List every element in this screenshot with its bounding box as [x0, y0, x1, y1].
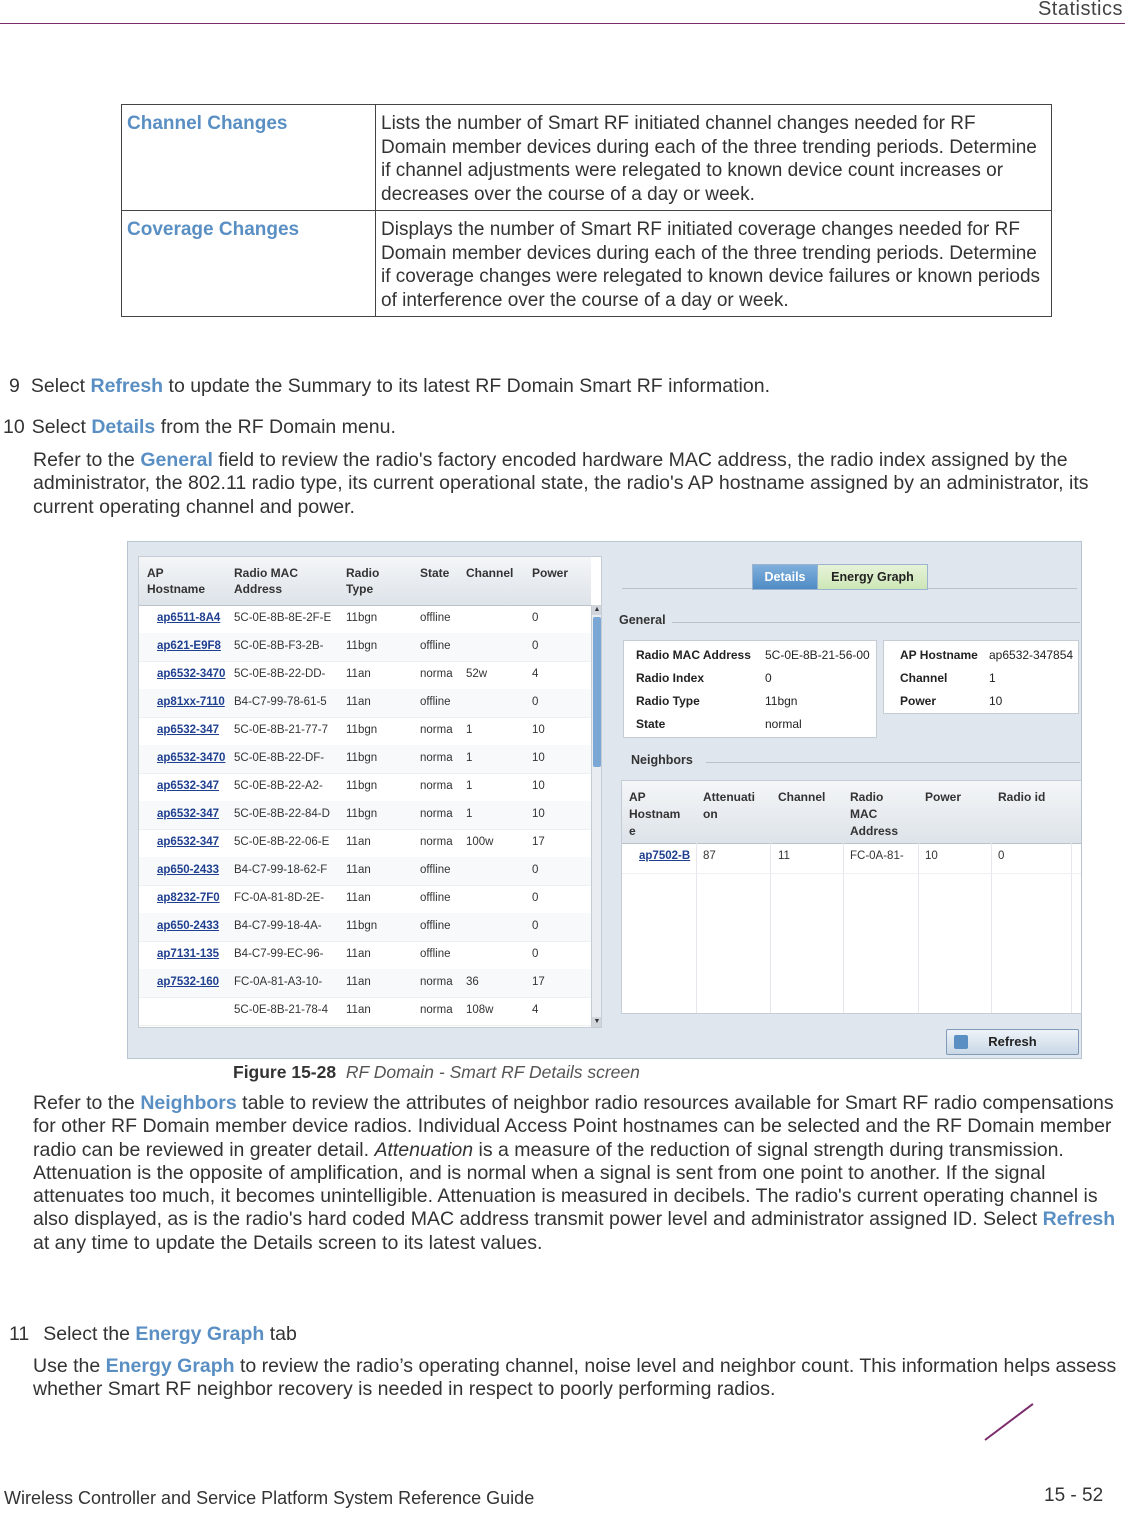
- radio-type-cell: 11an: [346, 976, 371, 988]
- state-cell: offline: [420, 864, 451, 876]
- ap-hostname-link[interactable]: ap6532-347: [157, 836, 220, 848]
- col-radio-id[interactable]: Radio id: [998, 790, 1046, 804]
- table-row[interactable]: [139, 633, 591, 662]
- table-row: [122, 211, 1052, 317]
- para-text: table to review the attributes of neighbor radio resources available for Smart RF radio compensations for other RF Domain member device radios. Individual Access Point hostnames can be selected and the RF Domain member radio can be reviewed in greater detail.: [33, 1092, 1114, 1161]
- header-rule: [0, 23, 1125, 24]
- refresh-keyword: Refresh: [1042, 1208, 1116, 1231]
- table-row[interactable]: [139, 857, 591, 886]
- ap-hostname-link[interactable]: ap6532-347: [157, 780, 220, 792]
- step-text: tab: [264, 1323, 297, 1345]
- radio-type-cell: 11bgn: [346, 920, 378, 932]
- col-state[interactable]: State: [420, 566, 450, 580]
- radio-mac-cell: B4-C7-99-78-61-5: [234, 696, 327, 708]
- radio-type-cell: 11an: [346, 948, 371, 960]
- channel-cell: 11: [778, 850, 790, 862]
- radio-type-value: 11bgn: [765, 694, 798, 708]
- power-cell: 10: [532, 780, 545, 792]
- ap-radio-grid: [138, 556, 602, 1028]
- ap-hostname-link[interactable]: ap650-2433: [157, 920, 220, 932]
- col-power[interactable]: Power: [925, 790, 962, 804]
- radio-mac-cell: 5C-0E-8B-22-06-E: [234, 836, 330, 848]
- state-cell: norma: [420, 780, 453, 792]
- radio-type-cell: 11an: [346, 668, 371, 680]
- col-ap-hostname[interactable]: AP Hostnam e: [629, 790, 681, 838]
- radio-mac-cell: B4-C7-99-18-62-F: [234, 864, 328, 876]
- ap-hostname-link[interactable]: ap6511-8A4: [157, 612, 221, 624]
- para-text: at any time to update the Details screen to its latest values.: [33, 1231, 543, 1254]
- table-row[interactable]: [139, 829, 591, 858]
- para-text: Refer to the: [33, 449, 141, 471]
- radio-type-cell: 11an: [346, 864, 371, 876]
- state-cell: norma: [420, 724, 453, 736]
- state-cell: offline: [420, 696, 451, 708]
- tab-energy-graph[interactable]: Energy Graph: [817, 564, 928, 590]
- neighbors-keyword: Neighbors: [140, 1092, 237, 1114]
- radio-type-cell: 11bgn: [346, 752, 378, 764]
- state-cell: offline: [420, 920, 451, 932]
- ap-hostname-link[interactable]: ap6532-3470: [157, 752, 226, 764]
- step-text: Select the: [43, 1323, 136, 1345]
- power-cell: 0: [532, 948, 539, 960]
- step-10: [3, 416, 396, 439]
- ap-hostname-link[interactable]: ap621-E9F8: [157, 640, 221, 652]
- state-cell: offline: [420, 892, 451, 904]
- label: AP Hostname: [900, 648, 978, 662]
- col-channel[interactable]: Channel: [778, 790, 826, 804]
- state-cell: norma: [420, 1004, 453, 1016]
- channel-cell: 36: [466, 976, 479, 988]
- step-9: [9, 375, 770, 398]
- col-radio-type[interactable]: Radio Type: [346, 566, 380, 596]
- power-cell: 17: [532, 836, 545, 848]
- mac-cell: FC-0A-81-: [850, 850, 904, 862]
- radio-type-cell: 11an: [346, 1004, 371, 1016]
- footer-guide-title: Wireless Controller and Service Platform System Reference Guide: [4, 1488, 535, 1508]
- general-left-box: [623, 640, 877, 738]
- label: Channel: [900, 671, 948, 685]
- page-number: 15 - 52: [1044, 1485, 1104, 1506]
- col-power[interactable]: Power: [532, 566, 569, 580]
- channel-cell: 1: [466, 808, 473, 820]
- group-rule: [672, 622, 1080, 623]
- table-row[interactable]: [622, 843, 1082, 874]
- label: Radio Type: [636, 694, 700, 708]
- para-text: to review the radio’s operating channel, noise level and neighbor count. This information helps assess whether Smart RF neighbor recovery is needed in respect to poorly performing radios.: [33, 1355, 1117, 1401]
- radio-mac-cell: FC-0A-81-A3-10-: [234, 976, 323, 988]
- radio-id-cell: 0: [998, 850, 1005, 862]
- radio-type-cell: 11bgn: [346, 808, 378, 820]
- ap-hostname-link[interactable]: ap7532-160: [157, 976, 220, 988]
- energy-paragraph: [33, 1355, 1123, 1402]
- power-cell: 10: [532, 724, 545, 736]
- state-cell: norma: [420, 668, 453, 680]
- radio-type-cell: 11bgn: [346, 640, 378, 652]
- footer-slash: [984, 1403, 1033, 1441]
- ap-hostname-value: ap6532-347854: [989, 648, 1074, 662]
- refresh-icon: [954, 1035, 968, 1049]
- radio-mac-value: 5C-0E-8B-21-56-00: [765, 648, 870, 662]
- para-text: field to review the radio's factory encoded hardware MAC address, the radio index assigned by the administrator, the 802.11 radio type, its current operational state, the radio's AP hostname assigned by an administrator, its current operating channel and power.: [33, 449, 1089, 518]
- label: Radio Index: [636, 671, 705, 685]
- power-cell: 0: [532, 892, 539, 904]
- channel-value: 1: [989, 671, 996, 685]
- radio-type-cell: 11an: [346, 892, 371, 904]
- power-cell: 0: [532, 696, 539, 708]
- radio-mac-cell: 5C-0E-8B-22-DF-: [234, 752, 325, 764]
- radio-mac-cell: 5C-0E-8B-F3-2B-: [234, 640, 324, 652]
- ap-hostname-link[interactable]: ap8232-7F0: [157, 892, 220, 904]
- ap-hostname-link[interactable]: ap6532-347: [157, 724, 220, 736]
- table-row[interactable]: [139, 661, 591, 690]
- grid-header: [622, 781, 1082, 844]
- col-ap-hostname[interactable]: AP Hostname: [147, 566, 206, 596]
- channel-cell: 1: [466, 780, 473, 792]
- table-row[interactable]: [139, 745, 591, 774]
- step-11: [9, 1323, 297, 1346]
- radio-mac-cell: 5C-0E-8B-22-DD-: [234, 668, 326, 680]
- general-group-label: General: [619, 613, 666, 627]
- group-rule: [706, 762, 1080, 763]
- state-cell: norma: [420, 836, 453, 848]
- channel-cell: 52w: [466, 668, 488, 680]
- details-keyword: Details: [91, 416, 156, 438]
- radio-mac-cell: 5C-0E-8B-22-A2-: [234, 780, 323, 792]
- channel-cell: 108w: [466, 1004, 494, 1016]
- channel-cell: 1: [466, 752, 473, 764]
- power-cell: 0: [532, 920, 539, 932]
- step-number: 9: [9, 375, 20, 397]
- channel-cell: 100w: [466, 836, 494, 848]
- radio-type-cell: 11bgn: [346, 612, 378, 624]
- state-cell: offline: [420, 948, 451, 960]
- radio-type-cell: 11bgn: [346, 724, 378, 736]
- radio-type-cell: 11bgn: [346, 780, 378, 792]
- para-text: Use the: [33, 1355, 106, 1377]
- step-text: from the RF Domain menu.: [155, 416, 396, 438]
- step-text: Select: [30, 375, 91, 397]
- general-paragraph: [33, 449, 1103, 519]
- neighbor-hostname-link[interactable]: ap7502-B: [639, 850, 691, 862]
- smart-rf-details-screenshot: [127, 541, 1082, 1059]
- table-row[interactable]: [139, 773, 591, 802]
- para-text: Refer to the: [33, 1092, 141, 1114]
- power-cell: 17: [532, 976, 545, 988]
- figure-label: Figure 15-28: [233, 1062, 337, 1082]
- tab-details[interactable]: Details: [752, 564, 818, 590]
- table-row[interactable]: [139, 941, 591, 970]
- power-value: 10: [989, 694, 1003, 708]
- ap-hostname-link[interactable]: ap650-2433: [157, 864, 220, 876]
- description-cell: Lists the number of Smart RF initiated channel changes needed for RF Domain member devices during each of the three trending periods. Determine if channel adjustments were relegated to known device count increases or decreases over the course of a day or week.: [376, 105, 1052, 211]
- attenuation-term: Attenuation: [374, 1138, 474, 1161]
- table-row[interactable]: [139, 605, 591, 634]
- power-cell: 0: [532, 640, 539, 652]
- description-cell: Displays the number of Smart RF initiated coverage changes needed for RF Domain member devices during each of the three trending periods. Determine if coverage changes were relegated to known device failures or known periods of interference over the course of a day or week.: [376, 211, 1052, 317]
- state-cell: norma: [420, 752, 453, 764]
- table-row: [122, 105, 1052, 211]
- col-attenuation[interactable]: Attenuati on: [703, 790, 755, 821]
- neighbors-grid: [621, 780, 1082, 1014]
- table-row[interactable]: [139, 689, 591, 718]
- radio-mac-cell: B4-C7-99-EC-96-: [234, 948, 324, 960]
- table-row[interactable]: [139, 885, 591, 914]
- radio-mac-cell: B4-C7-99-18-4A-: [234, 920, 322, 932]
- ap-hostname-link[interactable]: ap81xx-7110: [157, 696, 225, 708]
- refresh-button-label: Refresh: [988, 1034, 1037, 1049]
- power-cell: 10: [532, 808, 545, 820]
- col-channel[interactable]: Channel: [466, 566, 514, 580]
- table-row[interactable]: [139, 997, 591, 1026]
- table-row[interactable]: [139, 717, 591, 746]
- radio-type-cell: 11an: [346, 836, 371, 848]
- neighbors-paragraph: [33, 1092, 1123, 1255]
- power-cell: 0: [532, 864, 539, 876]
- vertical-scrollbar[interactable]: [591, 605, 602, 1027]
- col-radio-mac[interactable]: Radio MAC Address: [850, 790, 899, 838]
- step-number: 11: [9, 1323, 30, 1345]
- scroll-up-icon[interactable]: ▲: [593, 606, 601, 613]
- general-right-box: [883, 640, 1079, 714]
- step-text: Select: [31, 416, 92, 438]
- attenuation-cell: 87: [703, 850, 716, 862]
- state-cell: norma: [420, 808, 453, 820]
- term-cell: Coverage Changes: [122, 211, 376, 317]
- col-radio-mac[interactable]: Radio MAC Address: [234, 566, 298, 596]
- radio-mac-cell: 5C-0E-8B-22-84-D: [234, 808, 330, 820]
- radio-mac-cell: 5C-0E-8B-8E-2F-E: [234, 612, 332, 624]
- figure-title: RF Domain - Smart RF Details screen: [345, 1062, 640, 1082]
- step-text: to update the Summary to its latest RF Domain Smart RF information.: [163, 375, 770, 397]
- label: State: [636, 717, 666, 731]
- state-value: normal: [765, 717, 802, 731]
- term-cell: Channel Changes: [122, 105, 376, 211]
- energy-graph-keyword: Energy Graph: [105, 1355, 235, 1377]
- scroll-thumb[interactable]: [593, 617, 601, 767]
- power-cell: 4: [532, 668, 539, 680]
- general-keyword: General: [140, 449, 213, 471]
- label: Radio MAC Address: [636, 648, 751, 662]
- neighbors-group-label: Neighbors: [631, 753, 693, 767]
- page-header-title: Statistics: [1037, 0, 1123, 20]
- state-cell: offline: [420, 640, 451, 652]
- ap-hostname-link[interactable]: ap7131-135: [157, 948, 220, 960]
- radio-mac-cell: 5C-0E-8B-21-77-7: [234, 724, 328, 736]
- radio-mac-cell: FC-0A-81-8D-2E-: [234, 892, 325, 904]
- state-cell: offline: [420, 612, 451, 624]
- ap-hostname-link[interactable]: ap6532-347: [157, 808, 220, 820]
- ap-hostname-link[interactable]: ap6532-3470: [157, 668, 226, 680]
- radio-type-cell: 11an: [346, 696, 371, 708]
- refresh-button[interactable]: [946, 1029, 1079, 1055]
- figure-caption: [233, 1062, 640, 1083]
- table-row[interactable]: [139, 969, 591, 998]
- power-cell: 10: [532, 752, 545, 764]
- channel-cell: 1: [466, 724, 473, 736]
- scroll-down-icon[interactable]: ▼: [593, 1018, 601, 1025]
- power-cell: 4: [532, 1004, 539, 1016]
- table-row[interactable]: [139, 801, 591, 830]
- power-cell: 10: [925, 850, 938, 862]
- radio-index-value: 0: [765, 671, 772, 685]
- para-text: is a measure of the reduction of signal strength during transmission. Attenuation is the opposite of amplification, and is normal when a signal is sent from one point to another. If the signal attenuates too much, it becomes unintelligible. Attenuation is measured in decibels. The radio's current operating channel is also displayed, as is the radio's hard coded MAC address transmit power level and administrator assigned ID. Select: [33, 1138, 1098, 1231]
- radio-mac-cell: 5C-0E-8B-21-78-4: [234, 1004, 328, 1016]
- state-cell: norma: [420, 976, 453, 988]
- definition-table: [121, 104, 1052, 317]
- energy-graph-keyword: Energy Graph: [135, 1323, 265, 1345]
- refresh-keyword: Refresh: [90, 375, 164, 397]
- power-cell: 0: [532, 612, 539, 624]
- grid-header: [139, 557, 591, 606]
- step-number: 10: [3, 416, 25, 438]
- table-row[interactable]: [139, 913, 591, 942]
- label: Power: [900, 694, 937, 708]
